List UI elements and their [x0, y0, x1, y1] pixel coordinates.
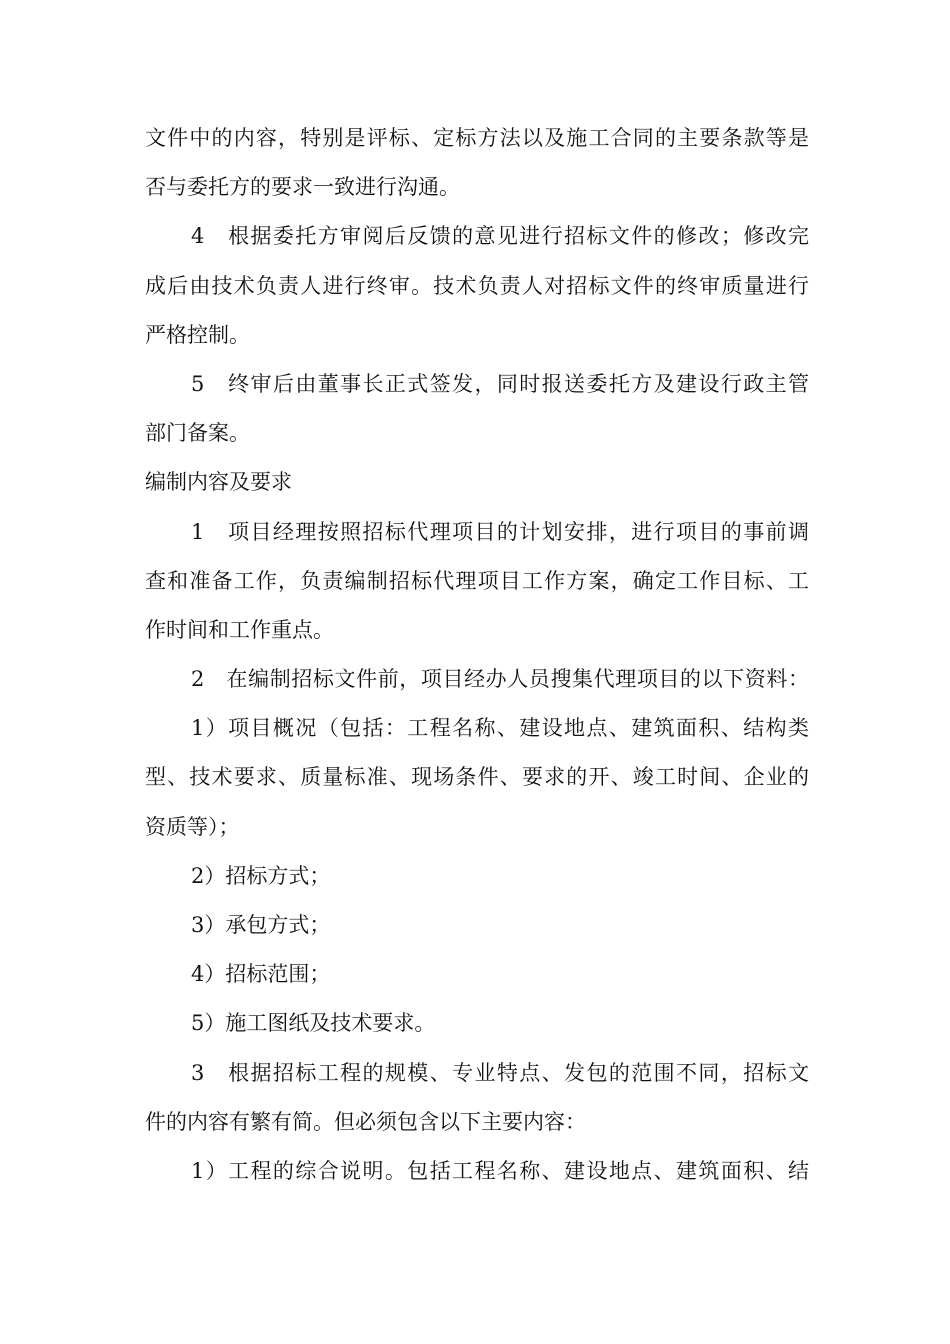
document-body [145, 114, 809, 1196]
text-line: 1 项目经理按照招标代理项目的计划安排，进行项目的事前调 [191, 519, 809, 544]
text-line: 5 终审后由董事长正式签发，同时报送委托方及建设行政主管 [191, 371, 809, 396]
text-line: 成后由技术负责人进行终审。技术负责人对招标文件的终审质量进行 [145, 273, 809, 298]
list-item: 3）承包方式； [191, 913, 331, 937]
text-line: 部门备案。 [145, 421, 250, 446]
section-heading: 编制内容及要求 [145, 470, 292, 495]
list-item: 4）招标范围； [191, 962, 331, 987]
list-item: 2）招标方式； [191, 863, 331, 888]
text-line: 查和准备工作，负责编制招标代理项目工作方案，确定工作目标、工 [145, 568, 809, 593]
text-line: 4 根据委托方审阅后反馈的意见进行招标文件的修改；修改完 [191, 224, 809, 249]
text-line: 资质等）； [145, 814, 240, 839]
text-line: 3 根据招标工程的规模、专业特点、发包的范围不同，招标文 [191, 1060, 809, 1085]
text-line: 否与委托方的要求一致进行沟通。 [145, 175, 460, 200]
text-line: 1）项目概况（包括：工程名称、建设地点、建筑面积、结构类 [191, 716, 809, 741]
text-line: 件的内容有繁有简。但必须包含以下主要内容： [145, 1109, 586, 1134]
text-line: 型、技术要求、质量标准、现场条件、要求的开、竣工时间、企业的 [145, 765, 809, 790]
text-line: 1）工程的综合说明。包括工程名称、建设地点、建筑面积、结 [191, 1158, 809, 1183]
text-line: 2 在编制招标文件前，项目经办人员搜集代理项目的以下资料： [191, 667, 809, 692]
text-line: 严格控制。 [145, 322, 250, 347]
text-line: 作时间和工作重点。 [145, 617, 334, 642]
list-item: 5）施工图纸及技术要求。 [191, 1011, 436, 1036]
text-line: 文件中的内容，特别是评标、定标方法以及施工合同的主要条款等是 [145, 126, 809, 150]
